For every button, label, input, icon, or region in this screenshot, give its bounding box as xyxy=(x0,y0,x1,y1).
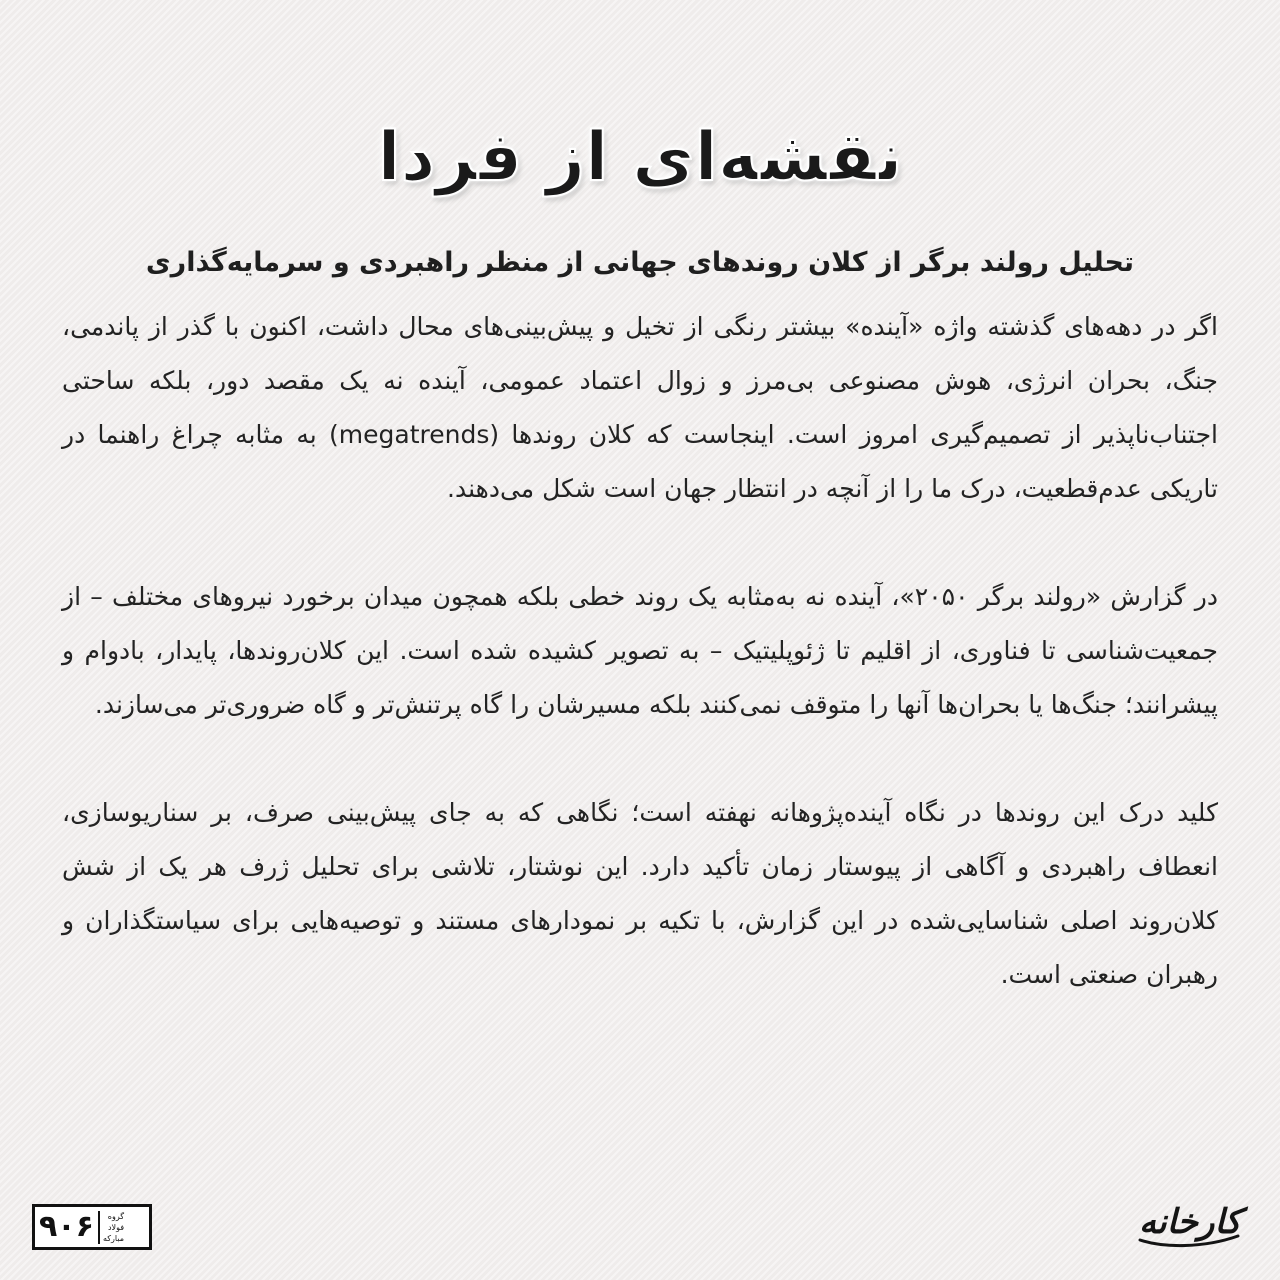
logo-caption xyxy=(98,1211,127,1244)
logo-caption-line: مبارکه xyxy=(102,1233,125,1243)
logo-caption-line: گروه xyxy=(107,1211,125,1221)
paragraph-3: کلید درک این روندها در نگاه آینده‌پژوهانه نهفته است؛ نگاهی که به جای پیش‌بینی صرف، بر سناریوسازی، انعطاف راهبردی و آگاهی از پیوستار زمان تأکید دارد. این نوشتار، تلاشی برای تحلیل ژرف هر یک از شش کلان‌روند اصلی شناسایی‌شده در این گزارش، با تکیه بر نمودارهای مستند و توصیه‌هایی برای سیاستگذاران و رهبران صنعتی است. xyxy=(62,798,1218,989)
paragraph-1: اگر در دهه‌های گذشته واژه «آینده» بیشتر رنگی از تخیل و پیش‌بینی‌های محال داشت، اکنون با گذر از پاندمی، جنگ، بحران انرژی، هوش مصنوعی بی‌مرز و زوال اعتماد عمومی، آینده نه یک مقصد دور، بلکه ساحتی اجتناب‌ناپذیر از تصمیم‌گیری امروز است. اینجاست که کلان روندها (megatrends) به مثابه چراغ راهنما در تاریکی عدم‌قطعیت، درک ما را از آنچه در انتظار جهان است شکل می‌دهند. xyxy=(62,312,1218,503)
karkhaneh-logo xyxy=(1134,1196,1246,1252)
logo-caption-line: فولاد xyxy=(107,1222,125,1232)
logo-script: کارخانه xyxy=(1138,1202,1242,1242)
page-title: نقشه‌ای از فردا xyxy=(377,118,903,197)
paragraph-2: در گزارش «رولند برگر ۲۰۵۰»، آینده نه به‌مثابه یک روند خطی بلکه همچون میدان برخورد نیروهای مختلف – از جمعیت‌شناسی تا فناوری، از اقلیم تا ژئوپلیتیک – به تصویر کشیده شده است. این کلان‌روندها، پایدار، بادوام و پیشرانند؛ جنگ‌ها یا بحران‌ها آنها را متوقف نمی‌کنند بلکه مسیرشان را گاه پرتنش‌تر و گاه ضروری‌تر می‌سازند. xyxy=(62,582,1218,719)
article-body xyxy=(62,300,1218,1056)
page-subtitle: تحلیل رولند برگر از کلان روندهای جهانی از منظر راهبردی و سرمایه‌گذاری xyxy=(145,247,1135,278)
logo-mark: ۹۰۶ xyxy=(39,1209,94,1244)
mobarakeh-steel-logo xyxy=(32,1204,152,1250)
